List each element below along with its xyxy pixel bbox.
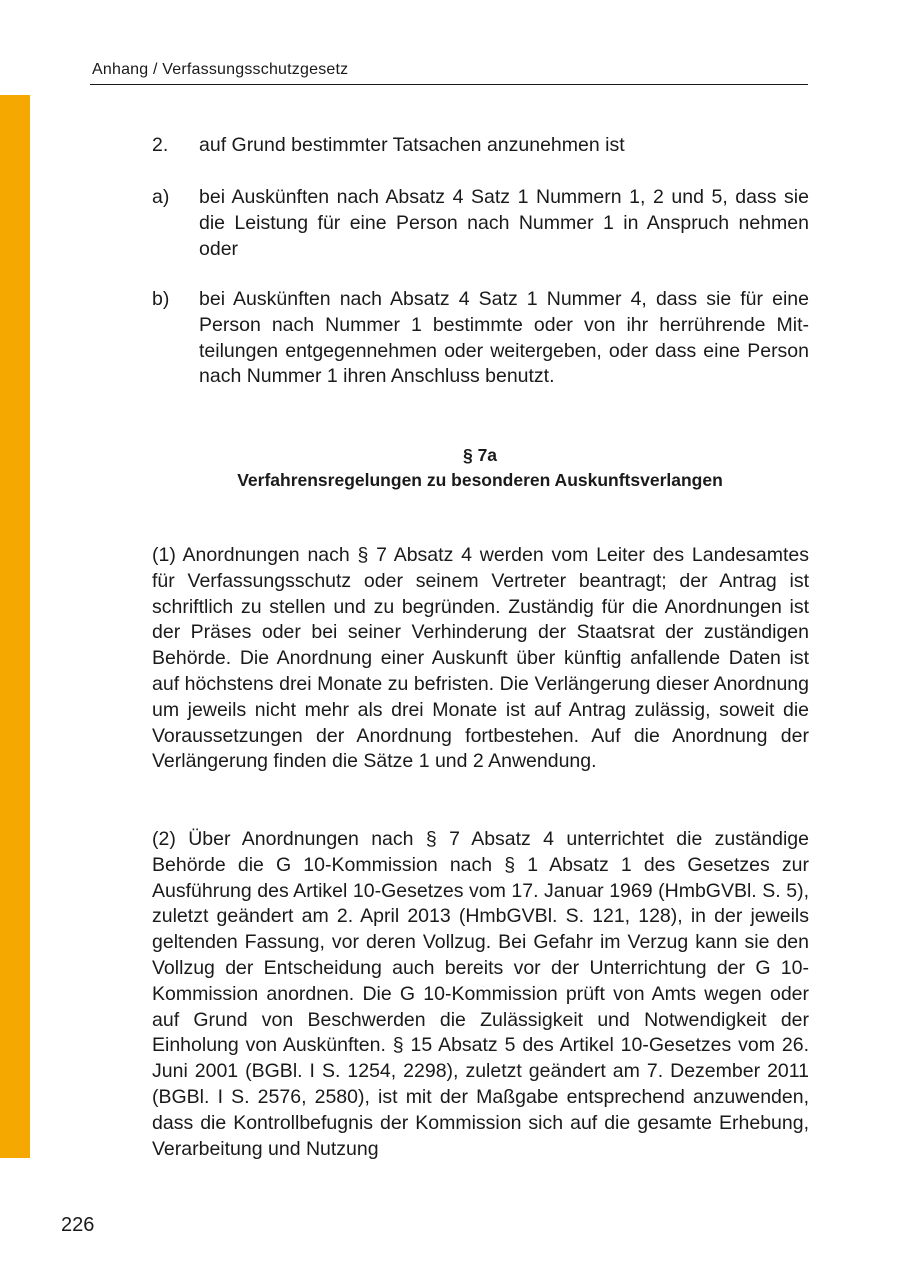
list-marker: a)	[152, 186, 170, 208]
header-rule	[90, 84, 808, 85]
list-item-2	[152, 133, 809, 159]
running-title: Anhang / Verfassungsschutzgesetz	[92, 61, 349, 78]
paragraph-2: (2) Über Anordnungen nach § 7 Absatz 4 unterrichtet die zuständige Behörde die G 10-Kommission nach § 1 Absatz 1 des Gesetzes zur Ausführung des Artikel 10-Gesetzes vom 17. Januar 1969 (HmbGVBl. S. 5), zuletzt geändert am 2. April 2013 (HmbGVBl. S. 121, 128), in der jeweils geltenden Fassung, vor deren Vollzug. Bei Gefahr im Verzug kann sie den Vollzug der Entscheidung auch bereits vor der Unterrichtung der G 10-Kommission anordnen. Die G 10-Kommission prüft von Amts wegen oder auf Grund von Beschwerden die Zulässigkeit und Notwendigkeit der Einholung von Auskünften. § 15 Absatz 5 des Artikel 10-Gesetzes vom 26. Juni 2001 (BGBl. I S. 1254, 2298), zuletzt geändert am 7. Dezember 2011 (BGBl. I S. 2576, 2580), ist mit der Maßgabe entsprechend anzuwenden, dass die Kontrollbefugnis der Kommission sich auf die gesamte Erhebung, Verarbeitung und Nutzung	[152, 828, 809, 1160]
list-item-a	[152, 185, 809, 262]
thumb-index-bar	[0, 95, 30, 1158]
list-item-text: auf Grund bestimmter Tatsachen anzunehmen ist	[199, 134, 625, 156]
list-item-b	[152, 287, 809, 390]
page-number: 226	[61, 1214, 95, 1236]
paragraph-1: (1) Anordnungen nach § 7 Absatz 4 werden vom Leiter des Landesamtes für Verfassungsschutz oder seinem Vertreter beantragt; der Antrag ist schriftlich zu stellen und zu begründen. Zuständig für die Anordnungen ist der Präses oder bei seiner Verhinderung der Staatsrat der zuständigen Behörde. Die Anordnung einer Auskunft über künftig anfallende Daten ist auf höchstens drei Monate zu befristen. Die Verlängerung dieser Anordnung um jeweils nicht mehr als drei Monate ist auf Antrag zulässig, soweit die Voraussetzungen der Anordnung fortbestehen. Auf die Anordnung der Verlängerung finden die Sätze 1 und 2 Anwendung.	[152, 544, 809, 773]
list-marker: 2.	[152, 134, 169, 156]
list-marker: b)	[152, 288, 170, 310]
list-item-text: bei Auskünften nach Absatz 4 Satz 1 Nummer 4, dass sie für eine Person nach Nummer 1 bestimmte oder von ihr herrührende Mitteilungen entgegennehmen oder weitergeben, oder dass eine Person nach Nummer 1 ihren Anschluss benutzt.	[199, 288, 809, 388]
section-number: § 7a	[462, 445, 498, 465]
section-title: Verfahrensregelungen zu besonderen Auskunftsverlangen	[237, 470, 723, 490]
list-item-text: bei Auskünften nach Absatz 4 Satz 1 Nummern 1, 2 und 5, dass sie die Leistung für eine Person nach Nummer 1 in Anspruch nehmen oder	[199, 186, 809, 260]
